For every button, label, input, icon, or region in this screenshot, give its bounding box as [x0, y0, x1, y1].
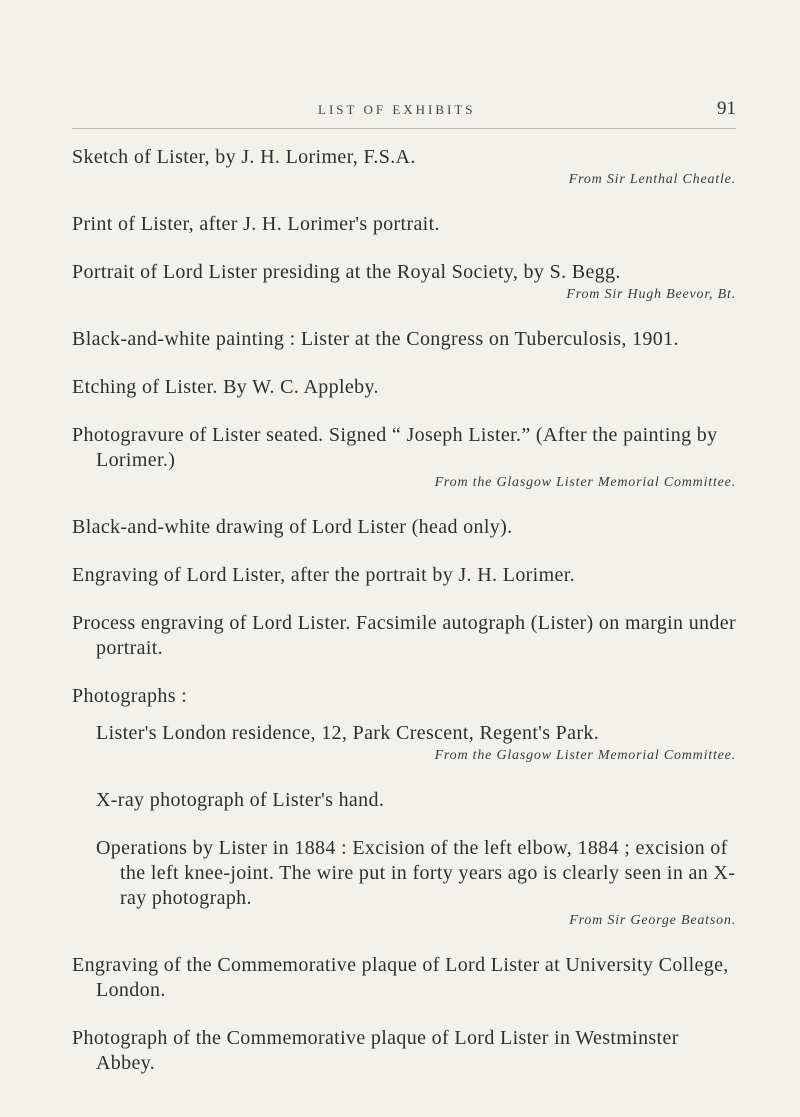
exhibit-text: Print of Lister, after J. H. Lorimer's portrait. [72, 213, 440, 235]
exhibit-entry [72, 1026, 736, 1076]
running-head: LIST OF EXHIBITS [318, 102, 476, 117]
exhibit-text: Engraving of the Commemorative plaque of Lord Lister at University College, London. [72, 954, 729, 1001]
photograph-text: Lister's London residence, 12, Park Crescent, Regent's Park. [96, 722, 600, 744]
exhibit-entry [72, 145, 736, 189]
exhibit-entry [72, 212, 736, 237]
exhibit-entry [72, 953, 736, 1003]
photograph-source: From the Glasgow Lister Memorial Committee. [434, 748, 736, 763]
exhibit-text: Process engraving of Lord Lister. Facsimile autograph (Lister) on margin under portrait. [72, 612, 736, 659]
photograph-entry [96, 721, 736, 765]
photograph-text: Operations by Lister in 1884 : Excision of the left elbow, 1884 ; excision of the left knee-joint. The wire put in forty years ago is clearly seen in an X-ray photograph. [96, 837, 736, 909]
exhibit-text: Engraving of Lord Lister, after the portrait by J. H. Lorimer. [72, 564, 575, 586]
photographs-heading: Photographs : [72, 685, 188, 707]
exhibit-entry [72, 611, 736, 661]
exhibit-text: Sketch of Lister, by J. H. Lorimer, F.S.A. [72, 146, 416, 168]
exhibit-entry [72, 515, 736, 540]
photograph-entry [96, 836, 736, 930]
photographs-section [72, 684, 736, 930]
exhibit-text: Black-and-white painting : Lister at the Congress on Tuberculosis, 1901. [72, 328, 679, 350]
photograph-text: X-ray photograph of Lister's hand. [96, 789, 385, 811]
exhibit-text: Etching of Lister. By W. C. Appleby. [72, 376, 379, 398]
exhibit-text: Portrait of Lord Lister presiding at the Royal Society, by S. Begg. [72, 261, 621, 283]
exhibit-entry [72, 423, 736, 492]
photograph-entry [96, 788, 736, 813]
exhibit-source: From Sir Lenthal Cheatle. [568, 172, 736, 187]
exhibit-text: Black-and-white drawing of Lord Lister (head only). [72, 516, 513, 538]
exhibit-entry [72, 563, 736, 588]
exhibit-source: From Sir Hugh Beevor, Bt. [566, 287, 736, 302]
photograph-source: From Sir George Beatson. [569, 913, 736, 928]
header-rule [72, 128, 736, 129]
exhibit-entry [72, 260, 736, 304]
exhibit-entry [72, 327, 736, 352]
page-header [72, 100, 736, 132]
exhibit-source: From the Glasgow Lister Memorial Committee. [434, 475, 736, 490]
exhibit-entry [72, 375, 736, 400]
page-number: 91 [717, 98, 736, 119]
exhibit-text: Photogravure of Lister seated. Signed “ Joseph Lister.” (After the painting by Lorimer.) [72, 424, 718, 471]
exhibit-text: Photograph of the Commemorative plaque of Lord Lister in Westminster Abbey. [72, 1027, 679, 1074]
exhibit-list [72, 145, 736, 1099]
